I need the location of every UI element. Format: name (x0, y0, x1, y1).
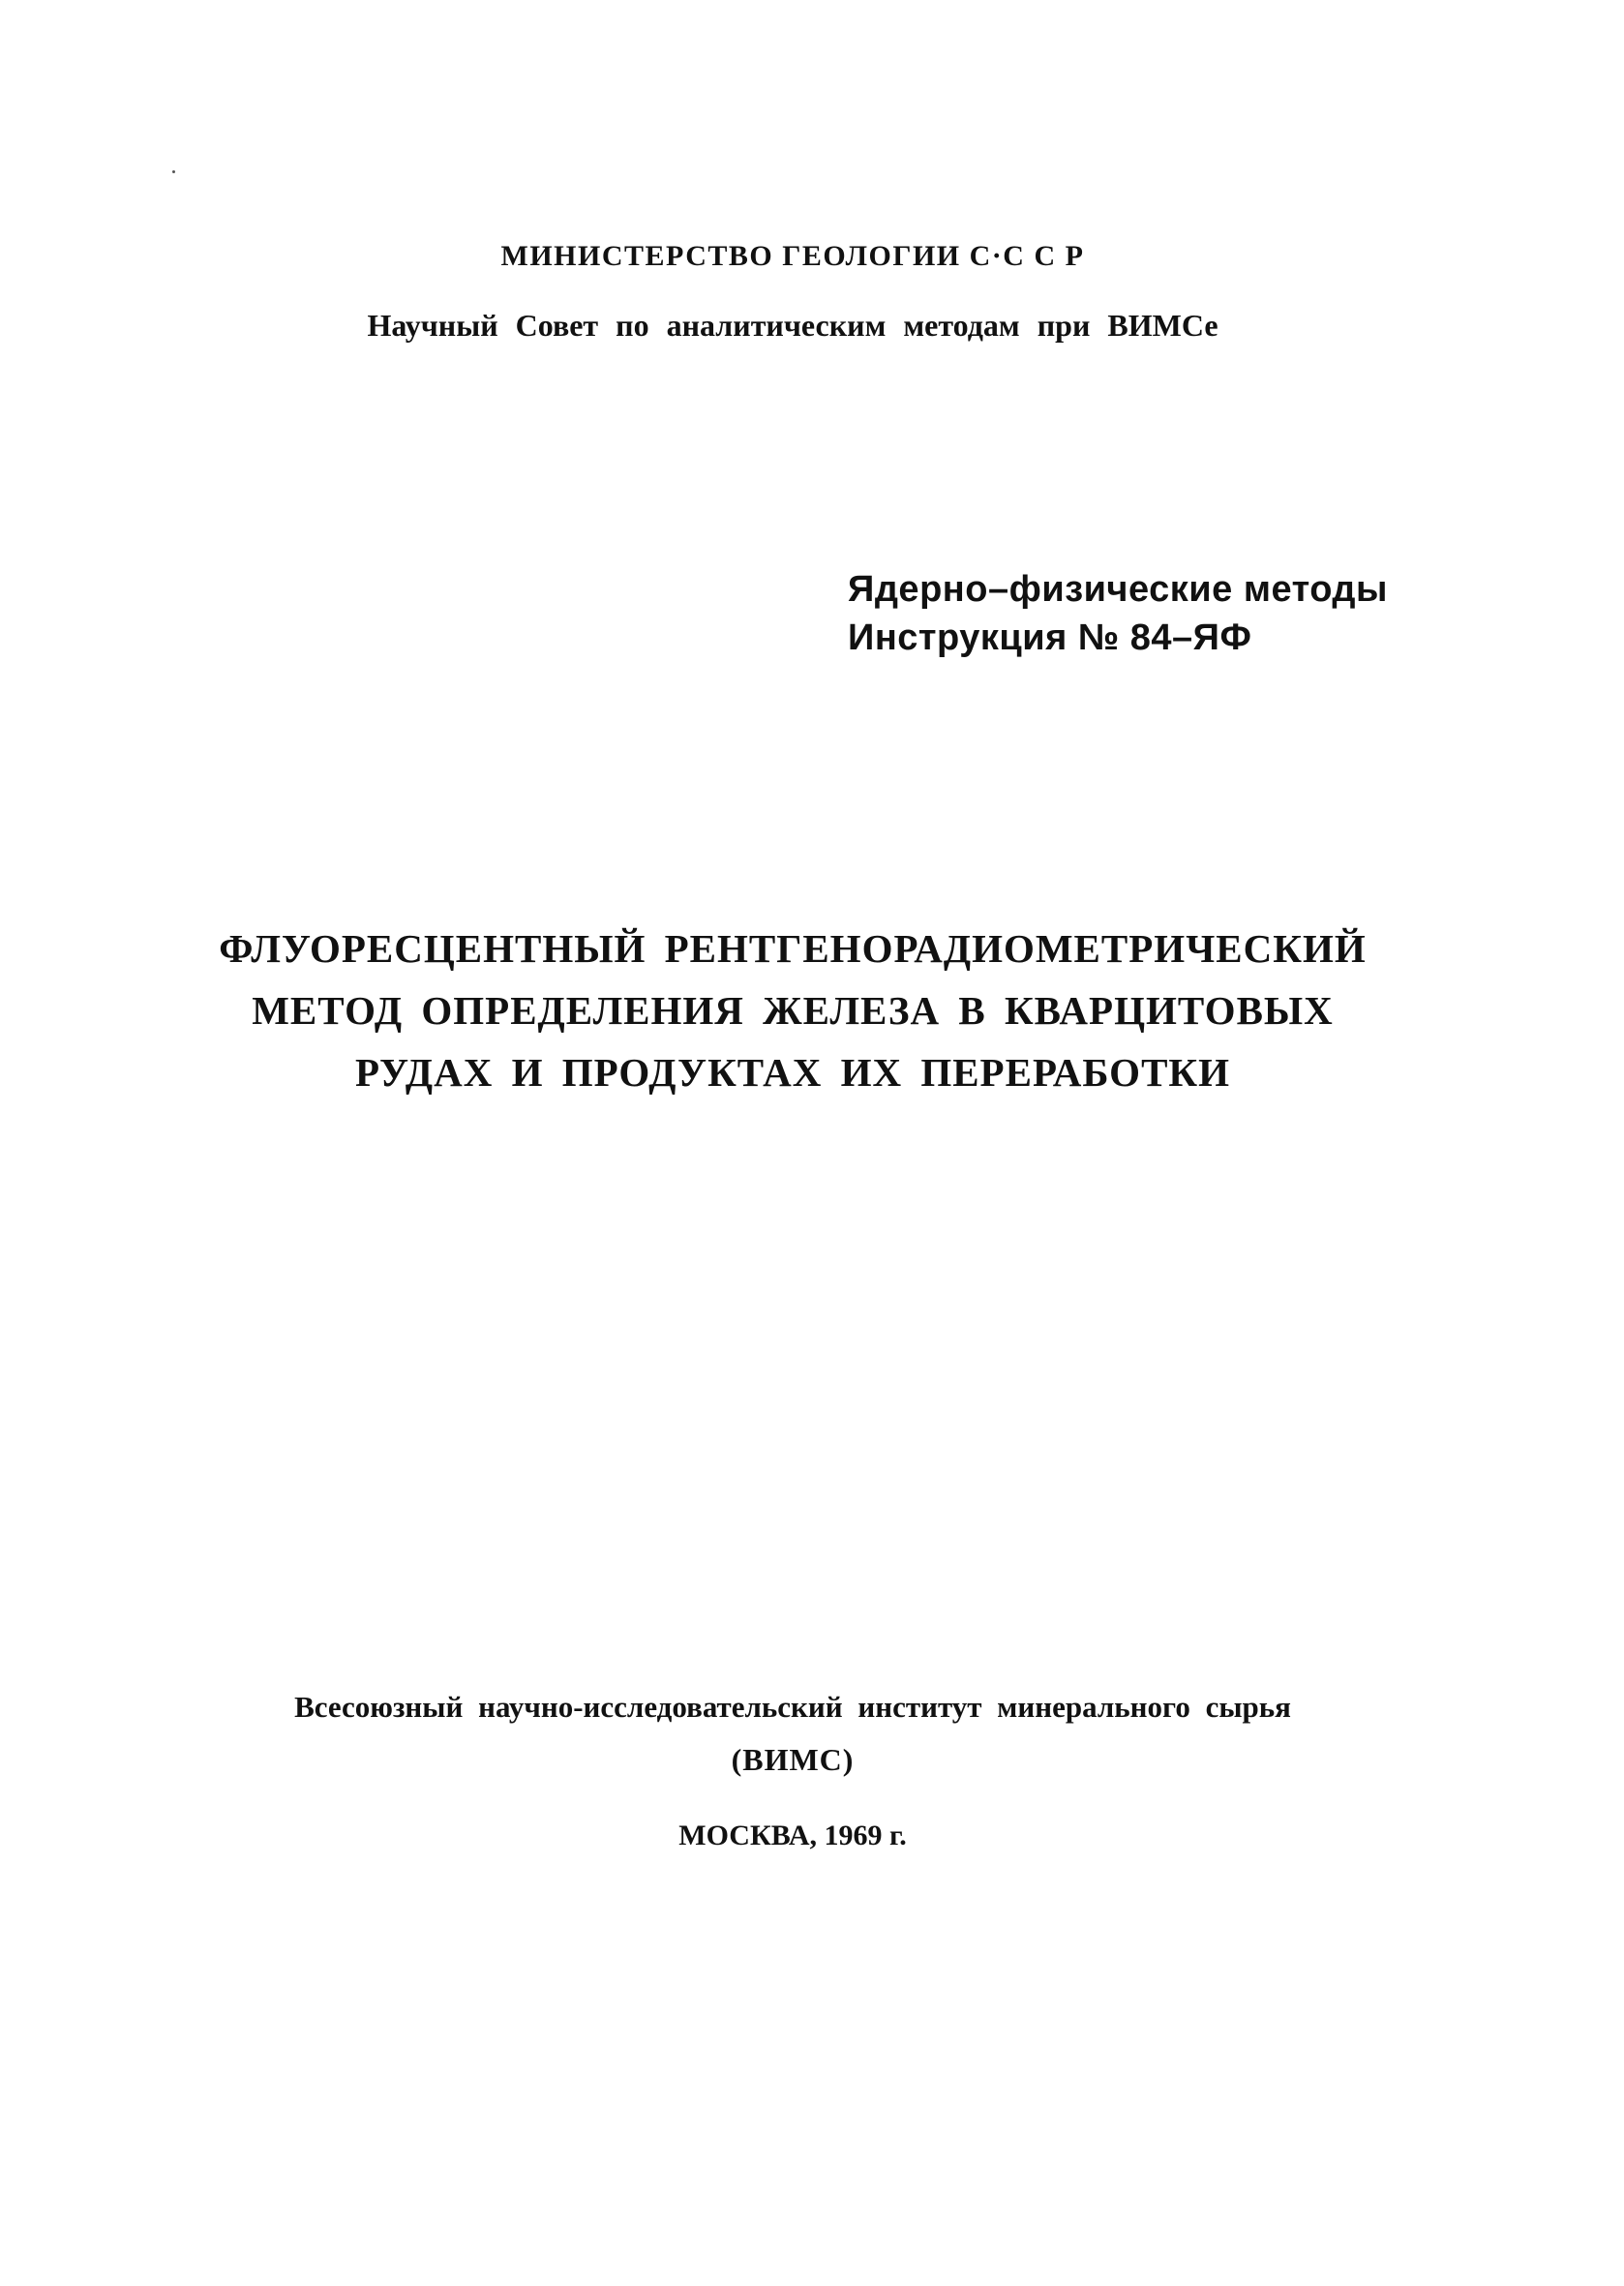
method-category: Ядерно–физические методы (848, 569, 1388, 610)
scan-speck (172, 170, 175, 173)
document-title-line-1: ФЛУОРЕСЦЕНТНЫЙ РЕНТГЕНОРАДИОМЕТРИЧЕСКИЙ (219, 926, 1367, 971)
document-title-line-3: РУДАХ И ПРОДУКТАХ ИХ ПЕРЕРАБОТКИ (354, 1050, 1231, 1095)
document-title-line-2: МЕТОД ОПРЕДЕЛЕНИЯ ЖЕЛЕЗА В КВАРЦИТОВЫХ (252, 988, 1334, 1033)
instruction-number: Инструкция № 84–ЯФ (848, 617, 1252, 658)
publisher-institute: Всесоюзный научно-исследовательский институт минерального сырья (294, 1690, 1291, 1724)
ministry-heading: МИНИСТЕРСТВО ГЕОЛОГИИ С·С С Р (500, 240, 1085, 272)
council-heading: Научный Совет по аналитическим методам при ВИМСе (367, 308, 1218, 343)
publisher-abbreviation: (ВИМС) (731, 1742, 855, 1777)
publication-place-year: МОСКВА, 1969 г. (678, 1820, 907, 1851)
